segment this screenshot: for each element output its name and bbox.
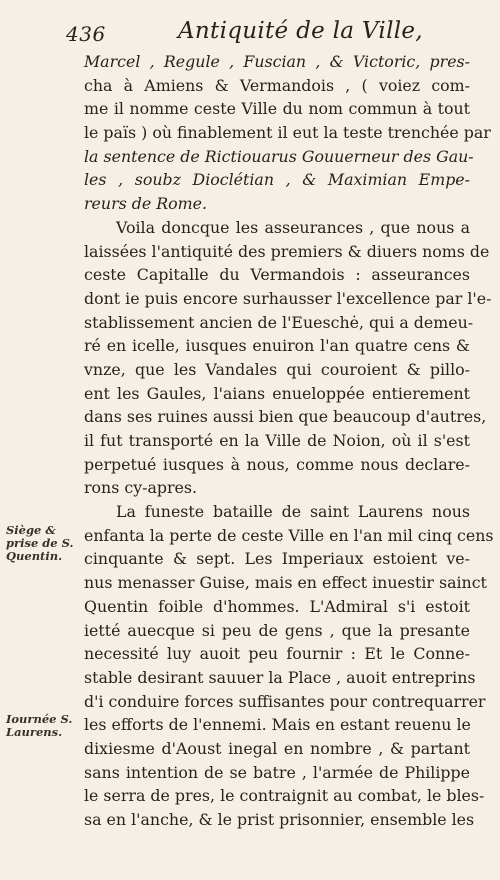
text-line: ré en icelle, iusques enuiron l'an quatre cens & [84,336,470,356]
margin-note-siege [6,524,76,563]
text-line: me il nomme ceste Ville du nom commun à tout [84,99,470,119]
text-line: rons cy-apres. [84,478,198,498]
text-line: enfanta la perte de ceste Ville en l'an mil cinq cens [84,525,494,545]
text-line: le serra de pres, le contraignit au combat, le bles- [84,786,485,806]
text-line: ent les Gaules, l'aians enueloppée entierement [84,383,470,403]
margin-note-line: prise de S. [6,536,74,550]
text-line: il fut transporté en la Ville de Noion, où il s'est [84,431,470,450]
text-line: stablissement ancien de l'Eueschė, qui a demeu- [84,312,474,332]
text-line: Voila doncque les asseurances , que nous a [116,217,470,237]
text-line: La funeste bataille de saint Laurens nous [116,502,470,522]
text-line: ceste Capitalle du Vermandois : asseurances [84,265,470,285]
text-line: dixiesme d'Aoust inegal en nombre , & partant [84,738,470,758]
text-line: cha à Amiens & Vermandois , ( voiez com- [84,75,470,95]
margin-note-line: Quentin. [6,549,63,563]
body-text [84,50,494,832]
text-line: cinquante & sept. Les Imperiaux estoient ve- [84,549,470,569]
text-line: Quentin foible d'hommes. L'Admiral s'i estoit [84,596,470,616]
page-number: 436 [66,22,106,46]
text-line: les efforts de l'ennemi. Mais en estant reuenu le [84,715,471,735]
page-header [66,14,486,48]
text-line: perpetué iusques à nous, comme nous declare- [84,454,470,474]
margin-note-line: Siège & [6,523,56,537]
text-line: sa en l'anche, & le prist prisonnier, ensemble les [84,810,475,829]
text-line: nus menasser Guise, mais en effect inuestir sainct [84,573,487,593]
text-line: dans ses ruines aussi bien que beaucoup d'autres, [84,407,487,427]
text-line: dont ie puis encore surhausser l'excellence par l'e- [84,288,492,308]
text-line: sans intention de se batre , l'armée de Philippe [84,762,470,782]
text-line: les , soubz Dioclétian , & Maximian Empe- [84,170,470,190]
margin-note-iournee [6,713,76,739]
text-line: reurs de Rome. [84,194,207,214]
text-line: d'i conduire forces suffisantes pour contrequarrer [84,691,486,711]
margin-note-line: Laurens. [6,725,63,739]
text-line: la sentence de Rictiouarus Gouuerneur des Gau- [84,146,474,166]
text-line: le païs ) où finablement il eut la teste trenchée par [84,123,491,143]
margin-note-line: Iournée S. [6,712,73,726]
text-line: ietté auecque si peu de gens , que la presante [84,620,470,640]
text-line: necessité luy auoit peu fournir : Et le Conne- [84,644,470,664]
text-line: laissées l'antiquité des premiers & diuers noms de [84,241,490,261]
text-line: vnze, que les Vandales qui couroient & pillo- [84,359,470,379]
running-title: Antiquité de la Ville, [178,18,423,44]
text-line: stable desirant sauuer la Place , auoit entreprins [84,667,476,687]
text-line: Marcel , Regule , Fuscian , & Victoric, pres- [84,52,470,71]
